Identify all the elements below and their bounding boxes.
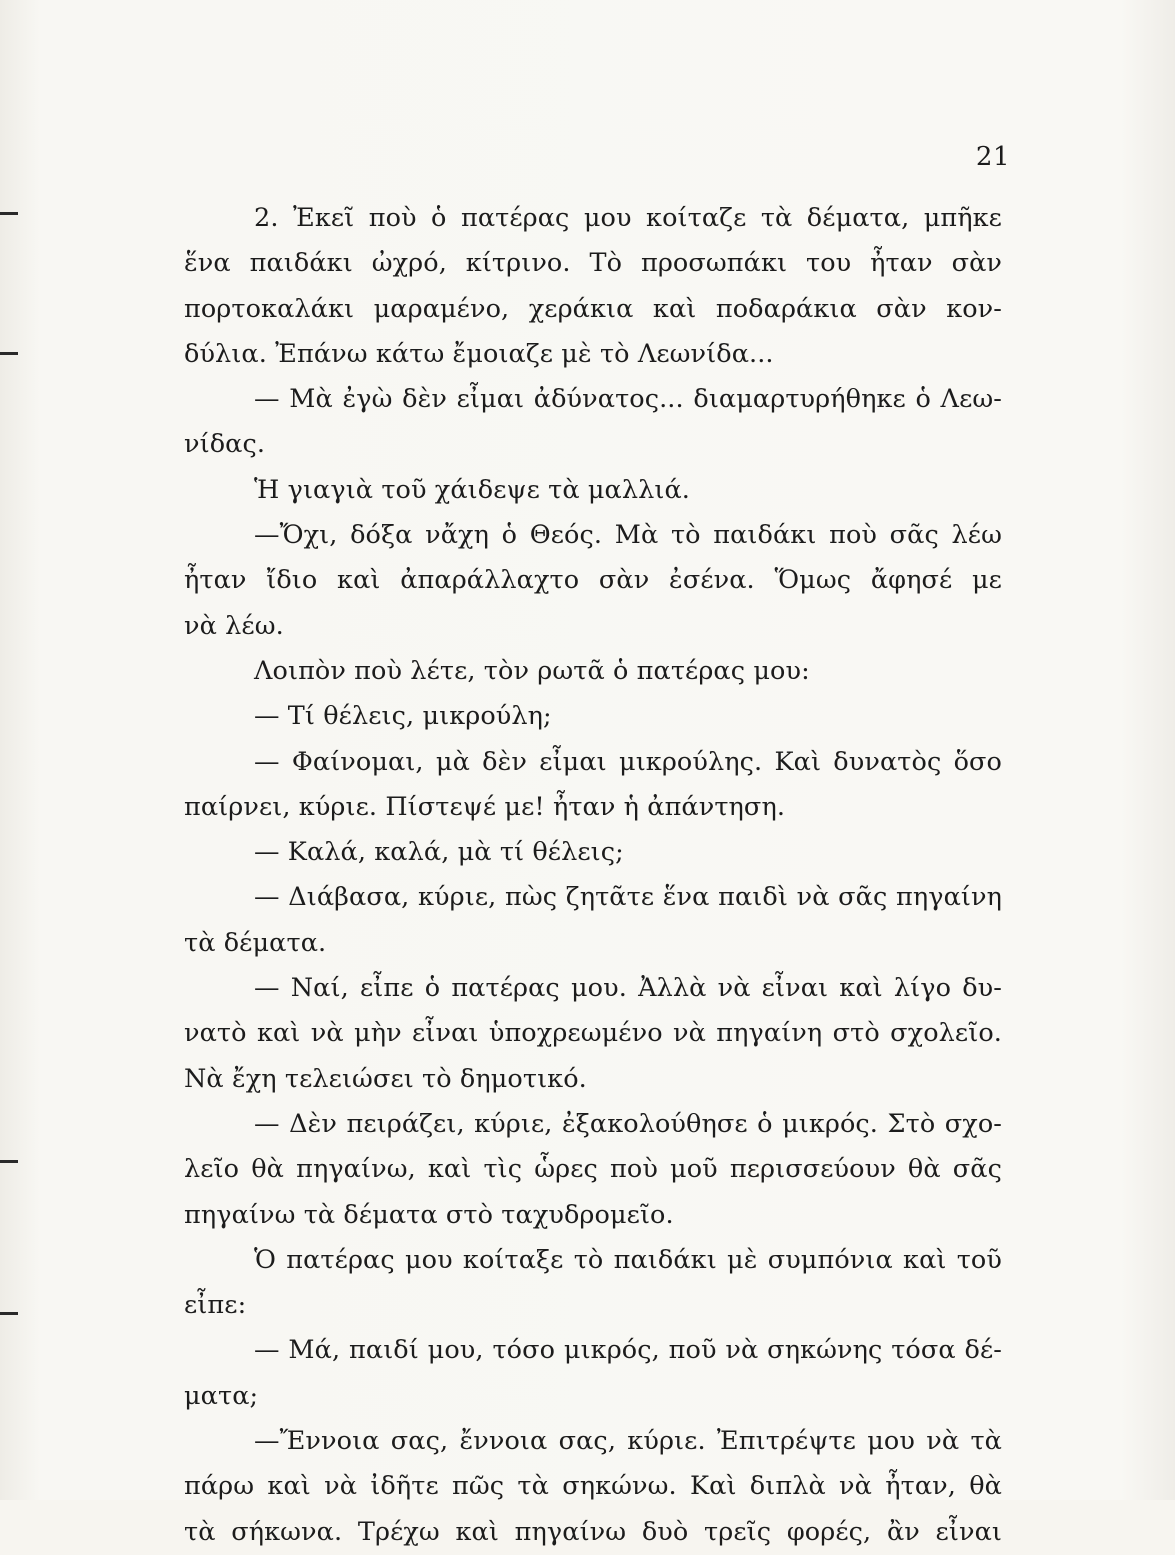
binding-mark	[0, 352, 18, 355]
text-line: — Μὰ ἐγὼ δὲν εἶμαι ἀδύνατος... διαμαρτυρήθηκε ὁ Λεω-	[254, 384, 1002, 415]
binding-mark	[0, 1160, 18, 1163]
text-line: νὰ λέω.	[184, 610, 284, 641]
text-line: — Φαίνομαι, μὰ δὲν εἶμαι μικρούλης. Καὶ δυνατὸς ὅσο	[254, 746, 1002, 777]
text-line: Λοιπὸν ποὺ λέτε, τὸν ρωτᾶ ὁ πατέρας μου:	[254, 655, 810, 686]
text-line: πάρω καὶ νὰ ἰδῆτε πῶς τὰ σηκώνω. Καὶ διπλὰ νὰ ἦταν, θὰ	[184, 1471, 1002, 1502]
text-line: λεῖο θὰ πηγαίνω, καὶ τὶς ὧρες ποὺ μοῦ περισσεύουν θὰ σᾶς	[184, 1154, 1002, 1185]
body-text	[184, 196, 1002, 1555]
text-line: εἶπε:	[184, 1290, 247, 1321]
text-line: τὰ δέματα.	[184, 927, 327, 958]
binding-mark	[0, 1312, 18, 1315]
text-line: — Καλά, καλά, μὰ τί θέλεις;	[254, 837, 624, 868]
text-line: ἦταν ἴδιο καὶ ἀπαράλλαχτο σὰν ἐσένα. Ὅμως ἄφησέ με	[184, 565, 1002, 596]
text-line: — Ναί, εἶπε ὁ πατέρας μου. Ἀλλὰ νὰ εἶναι καὶ λίγο δυ-	[254, 973, 1002, 1004]
text-line: Νὰ ἔχη τελειώσει τὸ δημοτικό.	[184, 1063, 587, 1094]
text-line: νατὸ καὶ νὰ μὴν εἶναι ὑποχρεωμένο νὰ πηγαίνη στὸ σχολεῖο.	[184, 1018, 1002, 1049]
text-line: δύλια. Ἐπάνω κάτω ἔμοιαζε μὲ τὸ Λεωνίδα...	[184, 338, 774, 369]
text-line: Ὁ πατέρας μου κοίταξε τὸ παιδάκι μὲ συμπόνια καὶ τοῦ	[254, 1244, 1002, 1275]
text-line: ἕνα παιδάκι ὠχρό, κίτρινο. Τὸ προσωπάκι του ἦταν σὰν	[184, 248, 1002, 279]
text-line: —Ὄχι, δόξα νἄχη ὁ Θεός. Μὰ τὸ παιδάκι ποὺ σᾶς λέω	[254, 520, 1002, 551]
text-line: 2. Ἐκεῖ ποὺ ὁ πατέρας μου κοίταζε τὰ δέματα, μπῆκε	[254, 203, 1002, 233]
text-line: Ἡ γιαγιὰ τοῦ χάιδεψε τὰ μαλλιά.	[254, 474, 691, 505]
binding-mark	[0, 212, 18, 215]
text-line: παίρνει, κύριε. Πίστεψέ με! ἦταν ἡ ἀπάντηση.	[184, 791, 786, 822]
text-line: πηγαίνω τὰ δέματα στὸ ταχυδρομεῖο.	[184, 1199, 674, 1230]
text-line: ματα;	[184, 1380, 259, 1411]
text-line: — Διάβασα, κύριε, πὼς ζητᾶτε ἕνα παιδὶ νὰ σᾶς πηγαίνη	[254, 882, 1002, 913]
text-line: νίδας.	[184, 429, 266, 460]
text-line: —Ἔννοια σας, ἔννοια σας, κύριε. Ἐπιτρέψτε μου νὰ τὰ	[254, 1426, 1002, 1457]
page-number: 21	[975, 142, 1010, 172]
text-line: πορτοκαλάκι μαραμένο, χεράκια καὶ ποδαράκια σὰν κον-	[184, 293, 1002, 324]
text-line: — Τί θέλεις, μικρούλη;	[254, 701, 552, 732]
text-line: — Μά, παιδί μου, τόσο μικρός, ποῦ νὰ σηκώνης τόσα δέ-	[254, 1335, 1002, 1366]
text-line: τὰ σήκωνα. Τρέχω καὶ πηγαίνω δυὸ τρεῖς φορές, ἂν εἶναι	[184, 1516, 1002, 1547]
text-line: — Δὲν πειράζει, κύριε, ἐξακολούθησε ὁ μικρός. Στὸ σχο-	[254, 1108, 1002, 1139]
